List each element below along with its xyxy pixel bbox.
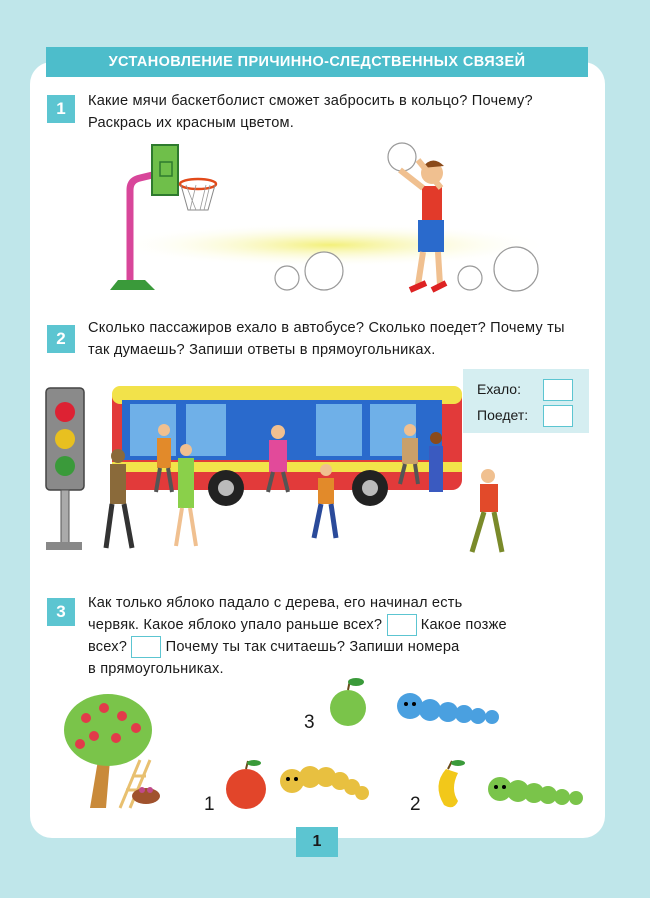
last-apple-answer-box[interactable] — [131, 636, 161, 658]
task-3-line-3 — [88, 636, 588, 658]
task-3-line-4: в прямоугольниках. — [88, 661, 224, 678]
apple-1-and-caterpillar — [222, 755, 382, 815]
task-1-number: 1 — [47, 95, 75, 123]
task-3-line-2 — [88, 614, 588, 636]
task-3-line-3a: всех? — [88, 639, 128, 656]
rode-answer-box[interactable] — [543, 379, 573, 401]
will-ride-answer-box[interactable] — [543, 405, 573, 427]
task-3-line-2a: червяк. Какое яблоко упало раньше всех? — [88, 617, 383, 633]
task-3-number: 3 — [47, 598, 75, 626]
task-3-line-3b: Почему ты так считаешь? Запиши номера — [165, 639, 460, 656]
apple-tree-illustration — [60, 690, 170, 810]
page-title: УСТАНОВЛЕНИЕ ПРИЧИННО-СЛЕДСТВЕННЫХ СВЯЗЕЙ — [46, 47, 588, 77]
rode-label: Ехало: — [477, 381, 521, 397]
task-3-text — [88, 592, 588, 680]
page-number: 1 — [296, 827, 338, 857]
apple-2-label: 2 — [410, 794, 421, 815]
basketball-illustration — [100, 140, 560, 300]
apple-1-label: 1 — [204, 794, 215, 815]
will-ride-label: Поедет: — [477, 407, 529, 423]
apple-2-and-caterpillar — [428, 755, 598, 815]
first-apple-answer-box[interactable] — [387, 614, 417, 636]
task-3-line-1: Как только яблоко падало с дерева, его начинал есть — [88, 595, 463, 611]
task-2-number: 2 — [47, 325, 75, 353]
apple-3-label: 3 — [304, 712, 315, 733]
apple-3-and-caterpillar — [322, 672, 512, 732]
task-2-text: Сколько пассажиров ехало в автобусе? Сколько поедет? Почему ты так думаешь? Запиши ответы в прямоугольниках. — [88, 320, 565, 358]
task-3-line-2b: Какое позже — [420, 617, 507, 633]
task-1-text: Какие мячи баскетболист сможет забросить в кольцо? Почему? Раскрась их красным цветом. — [88, 93, 533, 131]
bus-stop-illustration — [40, 380, 500, 560]
